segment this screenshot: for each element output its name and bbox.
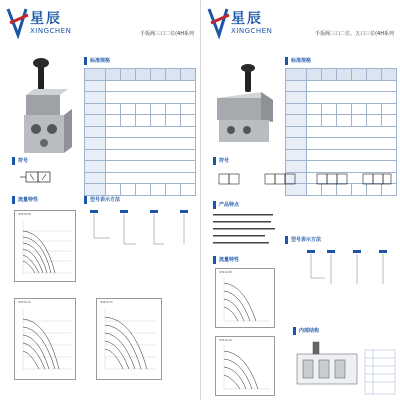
valve-symbols-icon [213, 170, 393, 192]
features-heading-text: 产品特点 [219, 202, 240, 208]
chart-title: 4H310-10 [219, 339, 232, 342]
symbol-heading-text: 符号 [18, 158, 29, 164]
flow-heading-text: 流量特性 [18, 197, 39, 203]
struct-heading [293, 326, 319, 335]
heading-bar [84, 57, 87, 65]
right-page [200, 0, 400, 400]
brand-name-cn: 星辰 [30, 11, 62, 27]
xingchen-logo-icon [207, 5, 231, 39]
heading-bar [293, 327, 296, 335]
flow-chart [14, 298, 76, 380]
chart-title: 4H210-08 [18, 213, 31, 216]
brand-name-en: XINGCHEN [30, 27, 72, 35]
spec-heading [84, 56, 110, 65]
model-code-diagram [285, 248, 397, 308]
model-heading [84, 195, 120, 204]
flow-heading [213, 255, 239, 264]
brand-name-en: XINGCHEN [231, 27, 273, 35]
heading-bar [84, 196, 87, 204]
heading-bar [12, 157, 15, 165]
flow-chart [14, 210, 76, 282]
manual-valve-image [209, 62, 281, 152]
heading-bar [213, 157, 216, 165]
features-heading [213, 200, 239, 209]
model-heading-text: 型号表示方法 [90, 197, 121, 203]
flow-heading [12, 195, 38, 204]
heading-bar [12, 196, 15, 204]
manual-valve-image [12, 55, 80, 160]
spec-heading-text: 标准规格 [90, 58, 111, 64]
heading-bar [213, 201, 216, 209]
internal-structure-diagram [293, 340, 397, 398]
model-heading-text: 型号表示方法 [291, 237, 322, 243]
heading-bar [213, 256, 216, 264]
symbol-heading [213, 156, 229, 165]
chart-title: 4H210-08 [219, 271, 232, 274]
chart-title: 4H410-15 [100, 301, 113, 304]
brand-logo [207, 5, 277, 41]
struct-heading-text: 内部结构 [299, 328, 320, 334]
chart-title: 4H310-10 [18, 301, 31, 304]
flow-chart [215, 336, 275, 396]
model-code-diagram [84, 208, 196, 288]
model-heading [285, 235, 321, 244]
xingchen-logo-icon [6, 5, 30, 39]
flow-heading-text: 流量特性 [219, 257, 240, 263]
brand-logo [6, 5, 76, 41]
flow-curves [15, 299, 75, 379]
flow-curves [15, 211, 75, 281]
spec-table [84, 68, 196, 196]
flow-curves [97, 299, 161, 379]
spec-heading-text: 标准规格 [291, 58, 312, 64]
spec-heading [285, 56, 311, 65]
symbol-heading-text: 符号 [219, 158, 230, 164]
symbol-heading [12, 156, 28, 165]
flow-curves [216, 337, 274, 395]
flow-chart [96, 298, 162, 380]
flow-chart [215, 268, 275, 328]
brand-name-cn: 星辰 [231, 11, 263, 27]
series-title: 手扳阀三口二位(4H系列 [140, 31, 194, 37]
feature-list-lines [213, 212, 279, 252]
heading-bar [285, 57, 288, 65]
flow-curves [216, 269, 274, 327]
series-title: 手扳阀三口二位、五口三位(4H系列 [315, 31, 394, 37]
valve-symbol-icon [18, 168, 56, 188]
heading-bar [285, 236, 288, 244]
